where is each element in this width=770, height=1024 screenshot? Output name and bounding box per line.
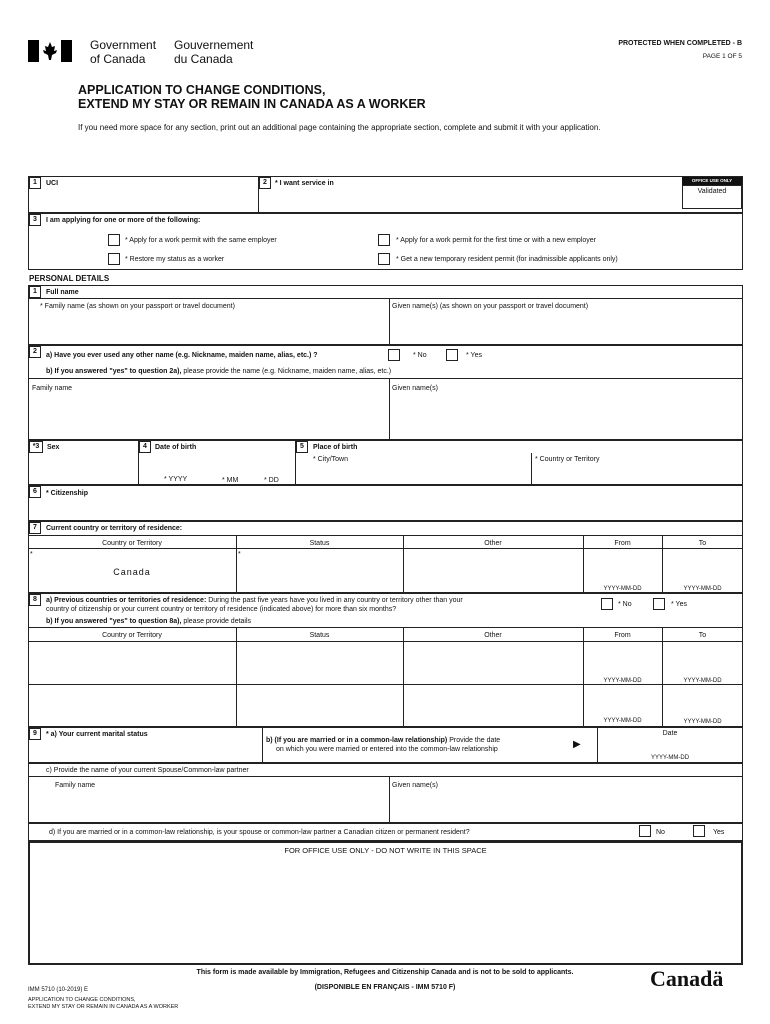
canada-wordmark: Canadä [650,966,724,991]
prev2-status-select[interactable] [237,685,402,726]
marriage-date-input[interactable]: YYYY-MM-DD [650,755,690,761]
dob-mm-label: * MM [222,477,239,484]
other-family-name-input[interactable] [30,395,387,438]
office-use-only-tag: OFFICE USE ONLY [682,177,742,185]
prev-residence-no-label: * No [618,601,632,608]
q9b-rest: Provide the date [447,737,501,744]
opt-same-employer-label: * Apply for a work permit with the same employer [125,237,277,244]
current-from-date[interactable]: YYYY-MM-DD [603,586,642,592]
dob-input[interactable] [140,455,293,473]
q9b-prefix: b) (If you are married or in a common-law relationship) [266,737,448,744]
current-other-input[interactable] [404,551,582,591]
q8b-rest: please provide details [181,618,252,625]
q8a-prefix: a) Previous countries or territories of residence: [46,597,207,604]
p1-number: 1 [29,286,41,298]
spouse-family-name-label: Family name [55,782,96,789]
other-names-yes-checkbox[interactable] [446,349,458,361]
other-names-yes-label: * Yes [466,352,482,359]
form-name-line-1: APPLICATION TO CHANGE CONDITIONS, [28,997,136,1003]
q3-number: 3 [29,214,41,226]
p7-number: 7 [29,522,41,534]
current-to-date[interactable]: YYYY-MM-DD [683,586,722,592]
current-country-value[interactable]: Canada [113,567,151,577]
opt-trp-label: * Get a new temporary resident permit (for inadmissible applicants only) [396,256,618,263]
validated-label: Validated [697,188,727,195]
prev-residence-yes-checkbox[interactable] [653,598,665,610]
office-use-area [28,841,743,965]
q2b-rest: please provide the name (e.g. Nickname, maiden name, alias, etc.) [181,368,392,375]
required-star: * [30,551,33,558]
prev1-from-date[interactable]: YYYY-MM-DD [603,678,642,684]
p6-number: 6 [29,486,41,498]
marriage-date-label: Date [662,730,678,737]
pob-country-select[interactable] [533,465,741,483]
col-to-header: To [698,632,707,639]
other-given-name-input[interactable] [391,395,741,438]
q8a-rest: During the past five years have you lived in any country or territory other than your [206,597,463,604]
opt-same-employer-checkbox[interactable] [108,234,120,246]
other-given-name-label: Given name(s) [392,385,438,392]
gov-fr-1: Gouvernement [174,38,254,52]
given-name-input[interactable] [391,314,741,343]
sex-select[interactable] [30,455,136,483]
form-name-line-2: EXTEND MY STAY OR REMAIN IN CANADA AS A WORKER [28,1004,179,1010]
uci-label: UCI [46,180,59,187]
q8a-line2: country of citizenship or your current country or territory of residence (indicated above) for more than six months? [46,606,397,613]
pob-city-input[interactable] [297,465,529,483]
other-names-no-checkbox[interactable] [388,349,400,361]
spouse-citizen-no-checkbox[interactable] [639,825,651,837]
dob-yyyy-label: * YYYY [164,476,188,483]
footer-french-availability: (DISPONIBLE EN FRANÇAIS - IMM 5710 F) [314,984,456,991]
prev1-country-select[interactable] [29,642,235,683]
opt-trp-checkbox[interactable] [378,253,390,265]
opt-restore-status-checkbox[interactable] [108,253,120,265]
other-family-name-label: Family name [32,385,73,392]
full-name-label: Full name [46,289,79,296]
opt-new-employer-checkbox[interactable] [378,234,390,246]
pob-label: Place of birth [313,444,358,451]
p9-number: 9 [29,728,41,740]
service-language-select[interactable] [260,191,680,211]
spouse-given-name-input[interactable] [391,792,741,821]
arrow-right-icon: ▶ [573,739,581,750]
personal-details-heading: PERSONAL DETAILS [29,274,110,283]
page-number: PAGE 1 OF 5 [702,53,742,60]
prev1-status-select[interactable] [237,642,402,683]
spouse-given-name-label: Given name(s) [392,782,438,789]
intro-instructions: If you need more space for any section, print out an additional page containing the appropriate section, complete and submit it with your application. [78,123,601,132]
gov-en-1: Government [90,38,157,52]
q2-number: 2 [259,177,271,189]
q2b-prefix: b) If you answered "yes" to question 2a), [46,368,182,375]
marital-status-label: * a) Your current marital status [46,731,148,738]
form-title-line-2: EXTEND MY STAY OR REMAIN IN CANADA AS A WORKER [78,97,426,111]
opt-restore-status-label: * Restore my status as a worker [125,256,225,263]
prev-residence-no-checkbox[interactable] [601,598,613,610]
spouse-citizen-question: d) If you are married or in a common-law relationship, is your spouse or common-law partner a Canadian citizen or permanent resident? [49,829,470,836]
given-name-label: Given name(s) (as shown on your passport or travel document) [392,303,589,310]
family-name-input[interactable] [30,314,387,343]
family-name-label: * Family name (as shown on your passport or travel document) [40,303,235,310]
q8b-prefix: b) If you answered "yes" to question 8a), [46,618,182,625]
col-to-header: To [698,540,707,547]
q9b-line2: on which you were married or entered into the common-law relationship [276,746,498,753]
col-country-header: Country or Territory [102,540,162,547]
sex-label: Sex [47,444,60,451]
uci-input[interactable] [30,191,257,211]
p8-number: 8 [29,594,41,606]
col-country-header: Country or Territory [102,632,162,639]
col-from-header: From [614,540,631,547]
p5-number: 5 [296,441,308,453]
pob-country-label: * Country or Territory [535,456,600,463]
form-title-line-1: APPLICATION TO CHANGE CONDITIONS, [78,83,326,97]
prev2-from-date[interactable]: YYYY-MM-DD [603,718,642,724]
spouse-citizen-yes-checkbox[interactable] [693,825,705,837]
current-status-select[interactable] [237,551,402,591]
gov-fr-2: du Canada [174,52,233,66]
form-id: IMM 5710 (10-2019) E [28,987,89,993]
dob-dd-label: * DD [264,477,279,484]
col-status-header: Status [309,540,330,547]
marital-status-select[interactable] [30,741,260,761]
other-names-question: a) Have you ever used any other name (e.g. Nickname, maiden name, alias, etc.) ? [46,352,318,359]
citizenship-label: * Citizenship [46,490,89,497]
required-star: * [238,551,241,558]
footer-notice: This form is made available by Immigration, Refugees and Citizenship Canada and is not to be sold to applicants. [196,969,574,976]
p4-number: 4 [139,441,151,453]
col-other-header: Other [484,632,502,639]
q1-number: 1 [29,177,41,189]
office-use-area-label: FOR OFFICE USE ONLY - DO NOT WRITE IN THIS SPACE [284,846,487,855]
p2-number: 2 [29,346,41,358]
col-other-header: Other [484,540,502,547]
spouse-family-name-input[interactable] [30,792,387,821]
service-language-label: * I want service in [275,180,334,187]
col-status-header: Status [309,632,330,639]
applying-for-label: I am applying for one or more of the following: [46,217,201,224]
col-from-header: From [614,632,631,639]
p3-number: *3 [29,441,43,453]
pob-city-label: * City/Town [313,456,349,463]
prev2-country-select[interactable] [29,685,235,726]
opt-new-employer-label: * Apply for a work permit for the first time or with a new employer [396,237,596,244]
current-residence-label: Current country or territory of residence: [46,525,183,532]
spouse-citizen-no-label: No [656,829,665,836]
prev2-other-input[interactable] [404,685,582,726]
gov-en-2: of Canada [90,52,146,66]
maple-leaf-icon [28,40,72,62]
citizenship-select[interactable] [30,500,741,519]
spouse-name-instruction: c) Provide the name of your current Spouse/Common-law partner [46,767,249,774]
other-names-no-label: * No [413,352,427,359]
protected-label: PROTECTED WHEN COMPLETED - B [618,40,742,47]
canada-flag-logo [28,40,72,62]
prev2-to-date[interactable]: YYYY-MM-DD [683,719,722,725]
prev-residence-yes-label: * Yes [671,601,687,608]
spouse-citizen-yes-label: Yes [713,829,725,836]
dob-label: Date of birth [155,444,197,451]
prev1-to-date[interactable]: YYYY-MM-DD [683,678,722,684]
prev1-other-input[interactable] [404,642,582,683]
